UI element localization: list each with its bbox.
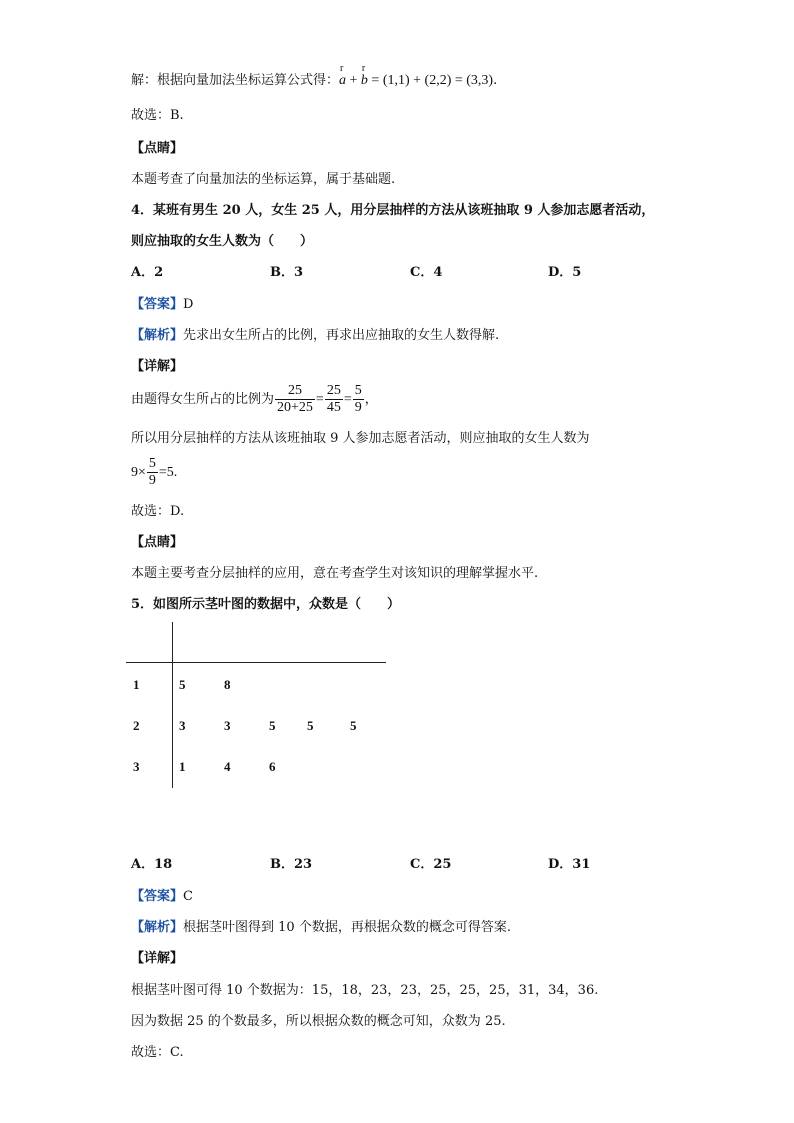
solution-3-end: . xyxy=(493,73,498,88)
solution-3-line xyxy=(131,63,498,90)
q5-option-c: C．25 xyxy=(410,857,452,872)
calc-prefix: 9× xyxy=(131,465,146,480)
analysis-5 xyxy=(131,919,511,937)
frac2-num: 25 xyxy=(326,383,341,398)
stem-2: 2 xyxy=(133,718,140,733)
leaf-2-4: 5 xyxy=(307,718,314,733)
vector-b-letter: b xyxy=(360,73,368,88)
detail-4-end: ， xyxy=(364,392,378,407)
vector-sum-result: = (1,1) + (2,2) = (3,3) xyxy=(367,73,494,88)
vector-sum-expression xyxy=(339,63,494,88)
equals-2: = xyxy=(343,392,352,407)
detail-4-tag: 【详解】 xyxy=(131,359,184,374)
detail-5-line1: 根据茎叶图可得 10 个数据为：15，18，23，23，25，25，25，31，34，36. xyxy=(131,983,599,998)
detail-4-prefix: 由题得女生所占的比例为 xyxy=(131,392,275,407)
stem-divider-vertical xyxy=(172,622,173,788)
leaf-1-1: 5 xyxy=(179,677,186,692)
q5-option-b: B．23 xyxy=(270,857,313,872)
solution-3-prefix: 解：根据向量加法坐标运算公式得： xyxy=(131,73,340,88)
vector-b xyxy=(360,63,368,90)
detail-4-ratio-line xyxy=(131,382,378,418)
answer-4 xyxy=(131,296,193,314)
answer-5-tag: 【答案】 xyxy=(131,889,184,904)
analysis-5-tag: 【解析】 xyxy=(131,920,184,935)
vector-a-letter: a xyxy=(339,73,347,88)
choice-4: 故选：D. xyxy=(131,504,185,519)
leaf-2-2: 3 xyxy=(224,718,231,733)
calc-den: 9 xyxy=(148,473,156,488)
frac3-num: 5 xyxy=(354,383,362,398)
analysis-5-text: 根据茎叶图得到 10 个数据，再根据众数的概念可得答案. xyxy=(183,920,511,935)
leaf-2-3: 5 xyxy=(269,718,276,733)
detail-4-line2: 所以用分层抽样的方法从该班抽取 9 人参加志愿者活动，则应抽取的女生人数为 xyxy=(131,431,590,446)
analysis-4 xyxy=(131,327,499,345)
question-5: 5．如图所示茎叶图的数据中，众数是（ ） xyxy=(131,597,401,612)
fraction-5-over-9-calc xyxy=(147,456,158,489)
leaf-2-1: 3 xyxy=(179,718,186,733)
detail-4-calc xyxy=(131,455,177,491)
q4-option-a: A．2 xyxy=(131,265,164,280)
equals-1: = xyxy=(315,392,324,407)
frac3-den: 9 xyxy=(354,400,362,415)
stem-1: 1 xyxy=(133,677,140,692)
detail-5-tag: 【详解】 xyxy=(131,951,184,966)
detail-5-line2: 因为数据 25 的个数最多，所以根据众数的概念可知，众数为 25. xyxy=(131,1014,506,1029)
vector-a xyxy=(339,63,347,90)
leaf-1-2: 8 xyxy=(224,677,231,692)
question-4-line1: 4．某班有男生 20 人，女生 25 人，用分层抽样的方法从该班抽取 9 人参加志愿者活动， xyxy=(131,203,655,218)
calc-result: =5. xyxy=(158,465,178,480)
fraction-5-over-9 xyxy=(353,383,364,416)
q5-option-a: A．18 xyxy=(131,857,173,872)
stem-3: 3 xyxy=(133,759,140,774)
question-4-line2: 则应抽取的女生人数为（ ） xyxy=(131,234,314,249)
choice-5: 故选：C. xyxy=(131,1045,184,1060)
calc-num: 5 xyxy=(148,456,156,471)
vector-a-mark: r xyxy=(340,63,344,74)
answer-5 xyxy=(131,888,193,906)
answer-4-tag: 【答案】 xyxy=(131,297,184,312)
choice-3: 故选：B. xyxy=(131,108,184,123)
analysis-4-text: 先求出女生所占的比例，再求出应抽取的女生人数得解. xyxy=(183,328,500,343)
answer-5-value: C xyxy=(183,889,193,904)
plus-sign: + xyxy=(346,73,361,88)
leaf-2-5: 5 xyxy=(350,718,357,733)
q5-option-d: D．31 xyxy=(548,857,591,872)
frac1-den: 20+25 xyxy=(277,400,313,415)
answer-4-value: D xyxy=(183,297,194,312)
leaf-3-3: 6 xyxy=(269,759,276,774)
comment-3: 本题考查了向量加法的坐标运算，属于基础题. xyxy=(131,172,396,187)
leaf-3-1: 1 xyxy=(179,759,186,774)
comment-4: 本题主要考查分层抽样的应用，意在考查学生对该知识的理解掌握水平. xyxy=(131,566,539,581)
comment-4-tag: 【点睛】 xyxy=(131,535,184,550)
analysis-4-tag: 【解析】 xyxy=(131,328,184,343)
leaf-3-2: 4 xyxy=(224,759,231,774)
comment-3-tag: 【点睛】 xyxy=(131,141,184,156)
fraction-25-over-45b xyxy=(325,383,343,416)
frac1-num: 25 xyxy=(287,383,302,398)
stem-divider-horizontal xyxy=(126,662,386,663)
q4-option-b: B．3 xyxy=(270,265,304,280)
vector-b-mark: r xyxy=(361,63,366,74)
frac2-den: 45 xyxy=(326,400,341,415)
fraction-25-over-45 xyxy=(275,383,315,416)
q4-option-c: C．4 xyxy=(410,265,443,280)
q4-option-d: D．5 xyxy=(548,265,582,280)
